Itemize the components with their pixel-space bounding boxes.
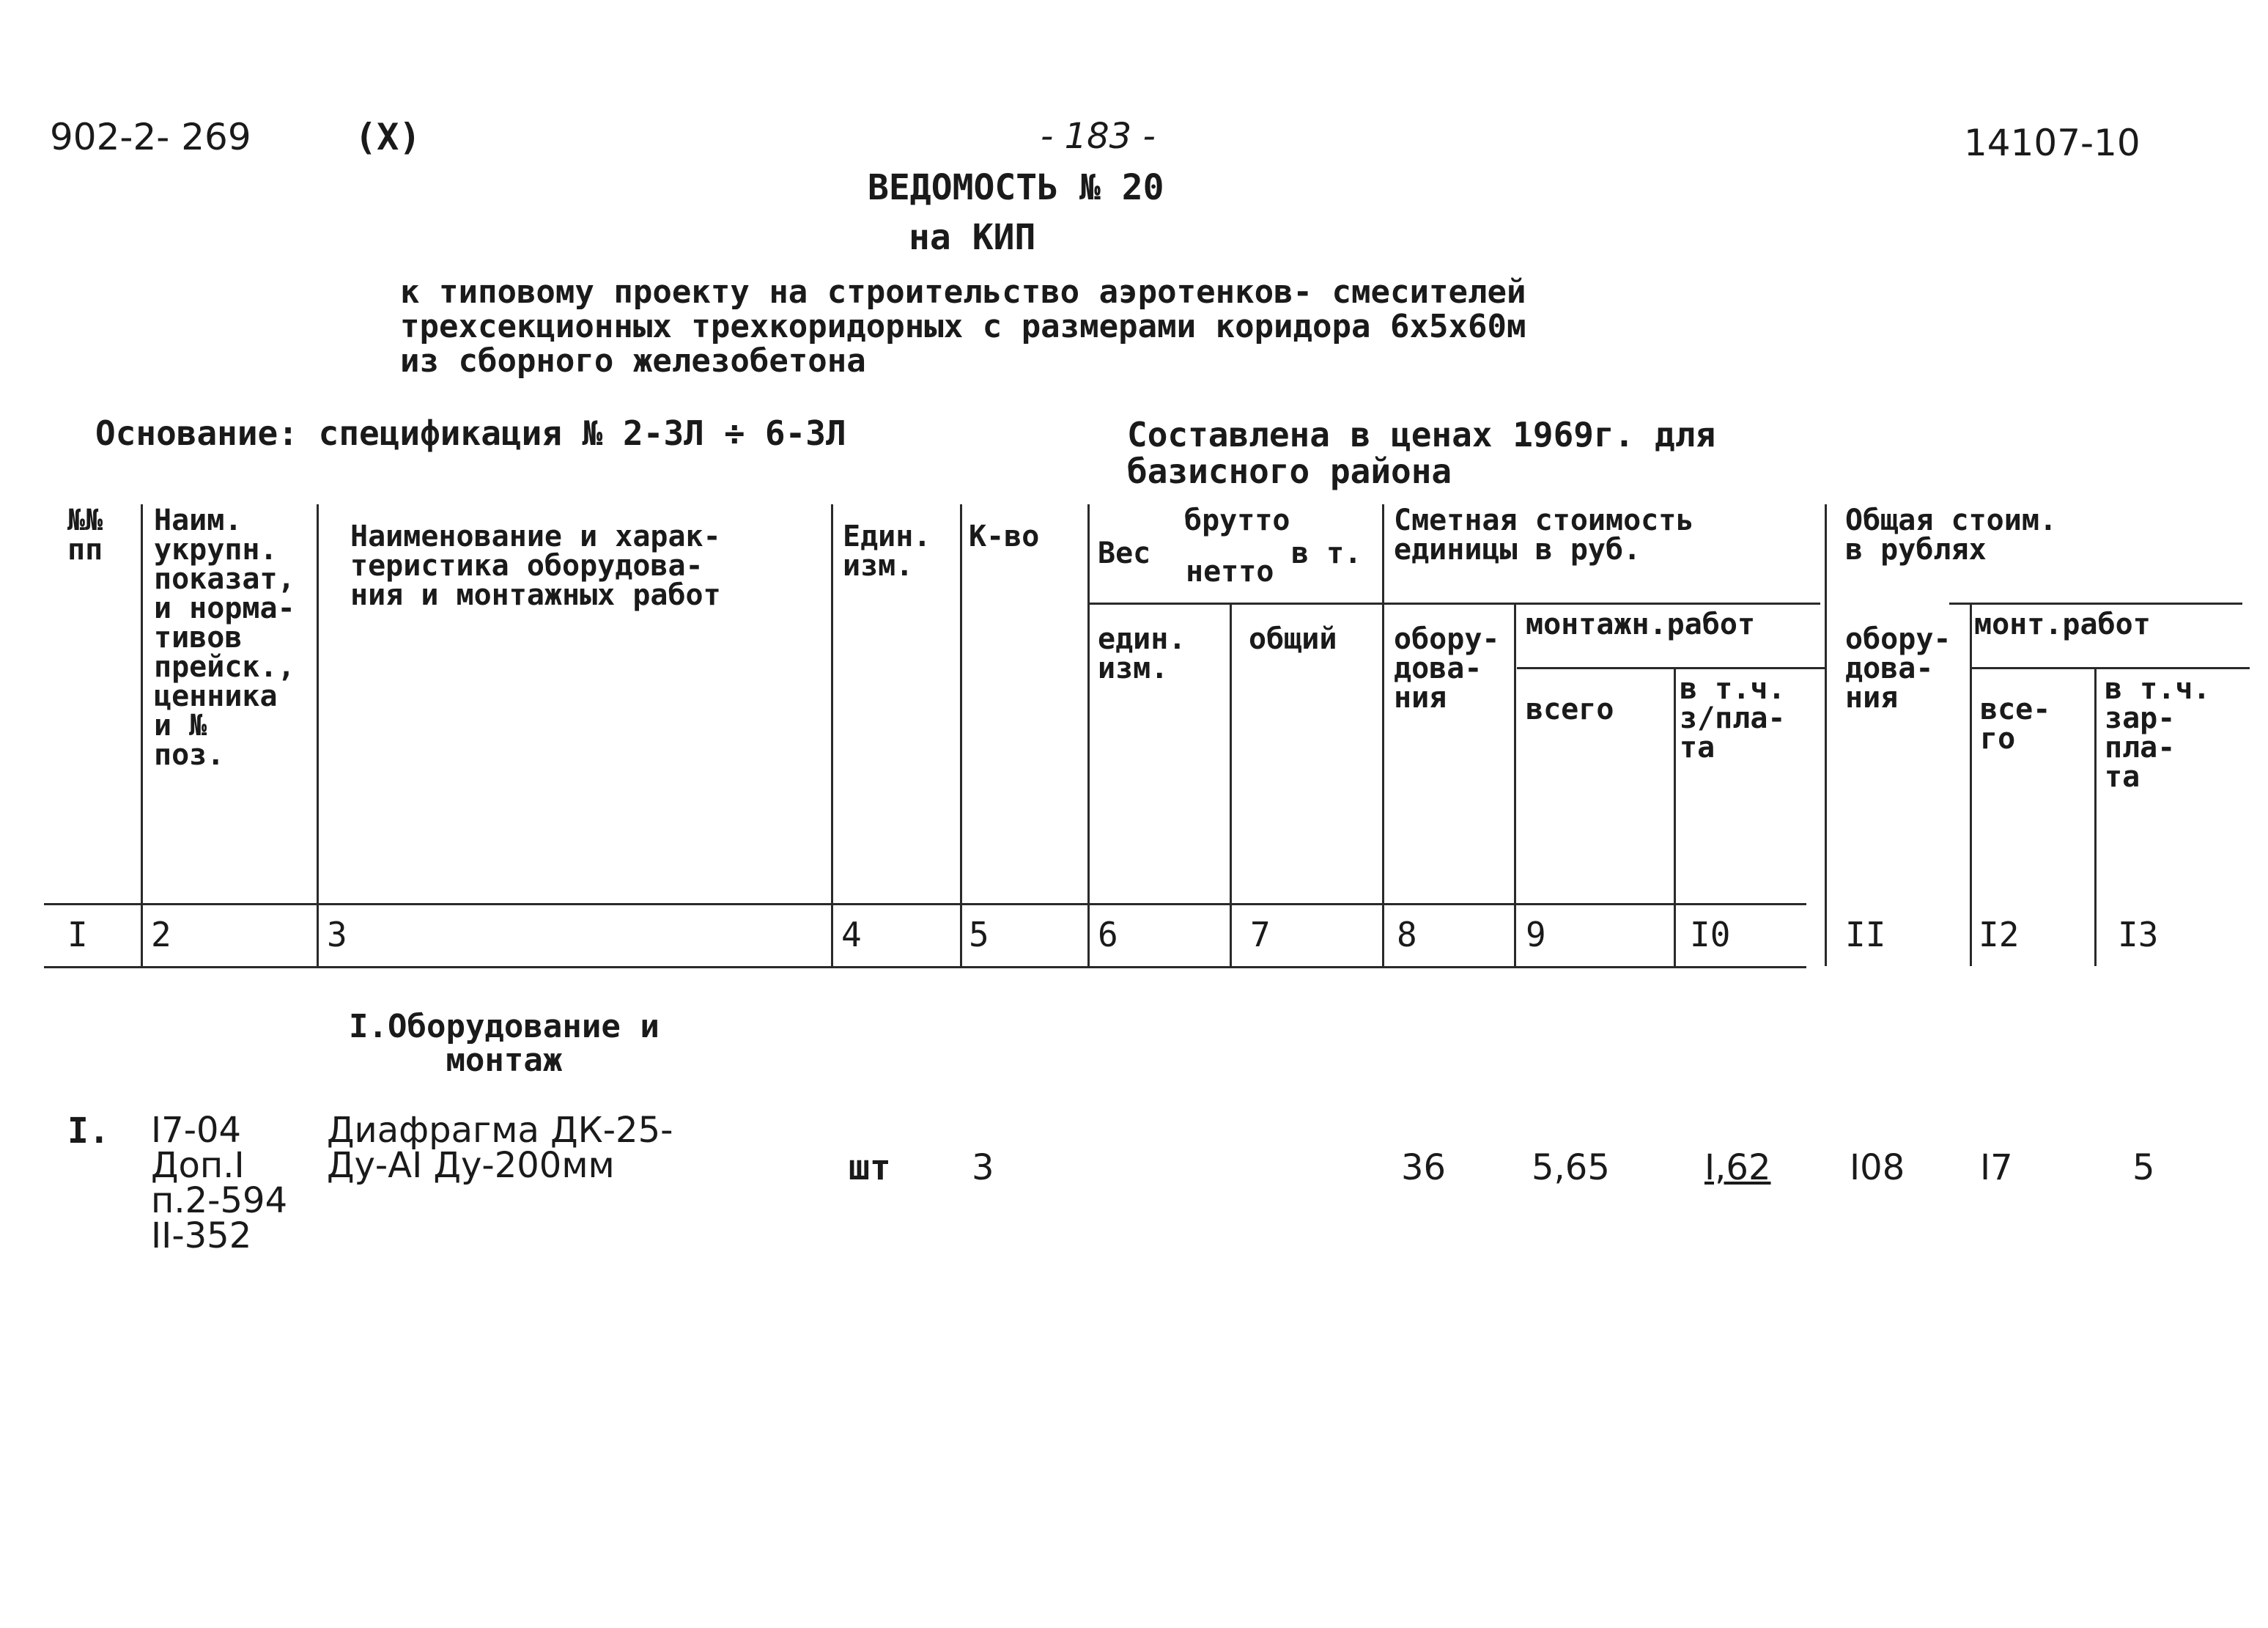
header-install-works: монтажн.работ (1526, 608, 1756, 641)
header-quantity: К-во (969, 520, 1040, 553)
row-install-wage: I,62 (1704, 1147, 1771, 1188)
header-weight-per-unit: един. изм. (1098, 622, 1186, 685)
header-name: Наименование и харак- теристика оборудова- ния и монтажных работ (350, 520, 721, 612)
column-number: 5 (969, 915, 989, 954)
row-mount-wage: 5 (2132, 1147, 2155, 1188)
archive-number: 14107-10 (1964, 122, 2140, 164)
document-subtitle: на КИП (909, 217, 1036, 258)
header-norm-ref: Наим. укрупн. показат, и норма- тивов прейск., ценника и № поз. (154, 504, 295, 772)
column-number: 4 (841, 915, 862, 954)
column-number: 9 (1526, 915, 1546, 954)
column-number: 6 (1098, 915, 1118, 954)
prices-note: Составлена в ценах 1969г. для базисного района (1127, 415, 1716, 491)
row-norm-ref: I7-04 Доп.I п.2-594 II-352 (151, 1110, 288, 1256)
header-install-wage: в т.ч. з/пла- та (1680, 672, 1786, 765)
column-number: I0 (1690, 915, 1731, 954)
document-mark: (X) (355, 116, 421, 158)
header-weight: Вес (1098, 537, 1151, 570)
header-weight-unit: в т. (1291, 537, 1362, 570)
header-install-total: всего (1526, 693, 1614, 726)
header-unit-cost-equipment: обору- дова- ния (1394, 622, 1500, 715)
header-mount-wage: в т.ч. зар- пла- та (2105, 672, 2211, 794)
document-code: 902-2- 269 (50, 116, 251, 158)
header-total-equipment: обору- дова- ния (1845, 622, 1951, 715)
row-unit: шт (849, 1147, 891, 1188)
basis-line: Основание: спецификация № 2-ЗЛ ÷ 6-ЗЛ (95, 413, 846, 453)
row-item-name: Диафрагма ДК-25- Ду-АI Ду-200мм (327, 1110, 673, 1186)
column-number: II (1845, 915, 1886, 954)
column-number: I2 (1979, 915, 2020, 954)
header-unit-cost: Сметная стоимость единицы в руб. (1394, 504, 1694, 567)
page-number: - 183 - (1041, 116, 1156, 157)
section-title: I.Оборудование и монтаж (349, 1008, 660, 1079)
row-number: I. (67, 1110, 110, 1152)
header-weight-net: нетто (1186, 555, 1274, 589)
row-equipment-unit-cost: 36 (1401, 1147, 1447, 1188)
document-title: ВЕДОМОСТЬ № 20 (868, 167, 1164, 208)
row-mount-total: I7 (1980, 1147, 2013, 1188)
row-quantity: 3 (972, 1147, 994, 1188)
header-mount-total: все- го (1980, 693, 2051, 756)
header-row-number: №№ пп (67, 504, 103, 567)
header-unit: Един. изм. (843, 520, 931, 583)
column-number: I3 (2118, 915, 2159, 954)
header-weight-total: общий (1249, 622, 1337, 656)
column-number: 7 (1250, 915, 1271, 954)
project-description: к типовому проекту на строительство аэротенков- смесителей трехсекционных трехкоридорных с размерами коридора 6х5х60м из сборного железобетона (400, 273, 1526, 380)
row-equipment-total: I08 (1850, 1147, 1905, 1188)
column-number: I (67, 915, 88, 954)
header-total-cost: Общая стоим. в рублях (1845, 504, 2057, 567)
header-weight-gross: брутто (1184, 504, 1290, 537)
column-number: 2 (151, 915, 171, 954)
row-install-total: 5,65 (1532, 1147, 1610, 1188)
column-number: 3 (327, 915, 347, 954)
header-mount-works: монт.работ (1974, 608, 2151, 641)
column-number: 8 (1397, 915, 1417, 954)
